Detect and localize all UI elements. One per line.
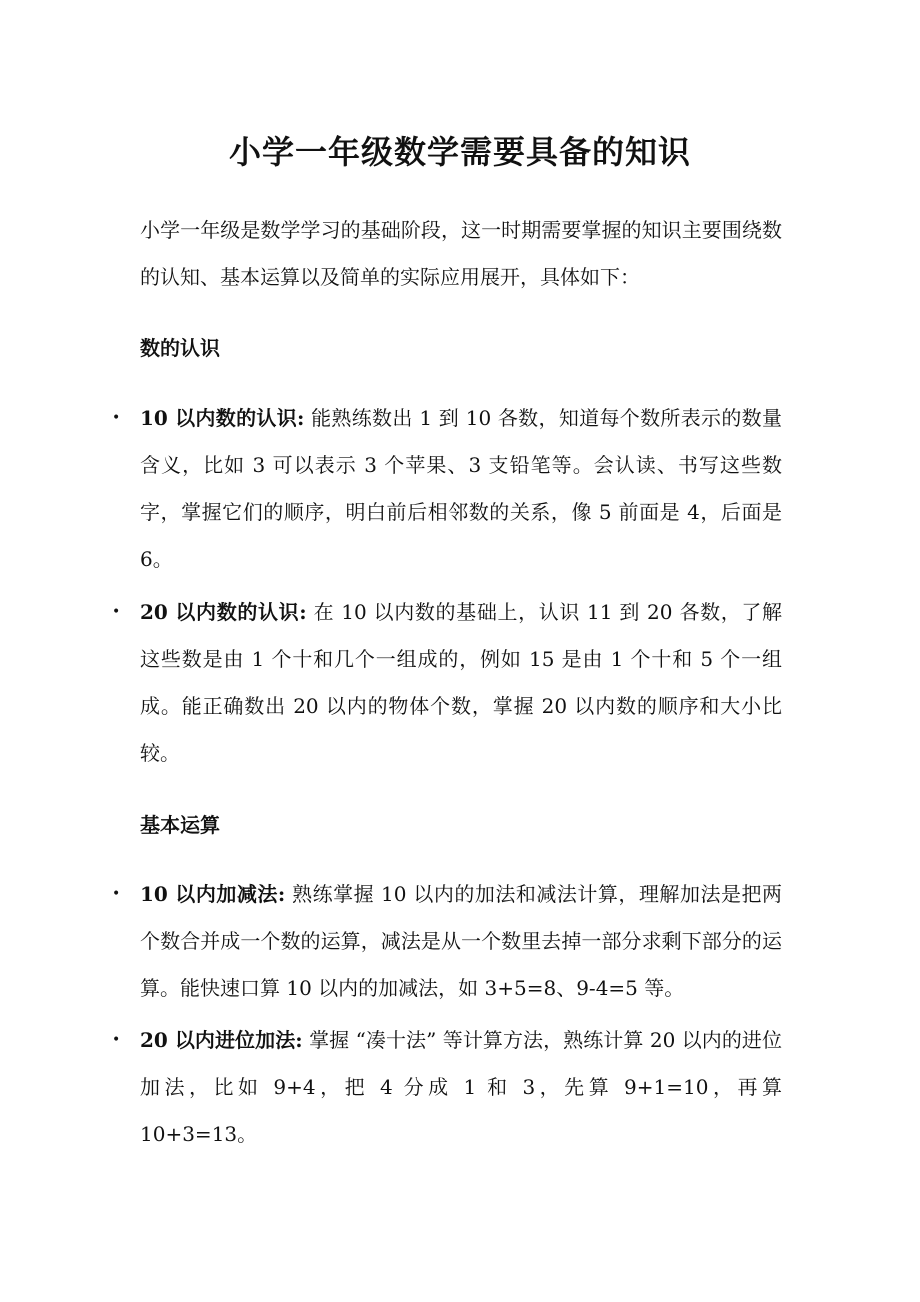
item-text: 熟练掌握 10 以内的加法和减法计算，理解加法是把两个数合并成一个数的运算，减法是从一个数里去掉一部分求剩下部分的运算。能快速口算 10 以内的加减法，如 3+5=8、9-4=5 等。 bbox=[140, 882, 782, 1000]
item-text: 在 10 以内数的基础上，认识 11 到 20 各数，了解这些数是由 1 个十和几个一组成的，例如 15 是由 1 个十和 5 个一组成。能正确数出 20 以内的物体个数，掌握 20 以内数的顺序和大小比较。 bbox=[140, 600, 782, 765]
section-heading-number-recognition: 数的认识 bbox=[140, 336, 220, 360]
bullet-icon: • bbox=[112, 604, 121, 620]
bullet-icon: • bbox=[112, 1032, 121, 1048]
intro-paragraph: 小学一年级是数学学习的基础阶段，这一时期需要掌握的知识主要围绕数的认知、基本运算以及简单的实际应用展开，具体如下： bbox=[140, 218, 782, 289]
item-term: 10 以内数的认识: bbox=[140, 406, 305, 430]
list-item-numbers-within-20 bbox=[112, 589, 782, 777]
document-title: 小学一年级数学需要具备的知识 bbox=[228, 133, 691, 171]
item-term: 20 以内数的认识: bbox=[140, 600, 307, 624]
item-term: 20 以内进位加法: bbox=[140, 1028, 303, 1052]
section-heading-basic-operations: 基本运算 bbox=[140, 813, 220, 837]
bullet-icon: • bbox=[112, 886, 121, 902]
item-term: 10 以内加减法: bbox=[140, 882, 286, 906]
list-item-numbers-within-10 bbox=[112, 395, 782, 583]
list-item-add-subtract-within-10 bbox=[112, 871, 782, 1012]
item-text: 掌握 “凑十法” 等计算方法，熟练计算 20 以内的进位加法，比如 9+4，把 4 分成 1 和 3，先算 9+1=10，再算 10+3=13。 bbox=[140, 1028, 783, 1146]
item-text: 能熟练数出 1 到 10 各数，知道每个数所表示的数量含义，比如 3 可以表示 3 个苹果、3 支铅笔等。会认读、书写这些数字，掌握它们的顺序，明白前后相邻数的关系，像 5 前面是 4，后面是 6。 bbox=[140, 406, 782, 571]
bullet-icon: • bbox=[112, 410, 121, 426]
list-item-carry-addition-within-20 bbox=[112, 1017, 783, 1158]
